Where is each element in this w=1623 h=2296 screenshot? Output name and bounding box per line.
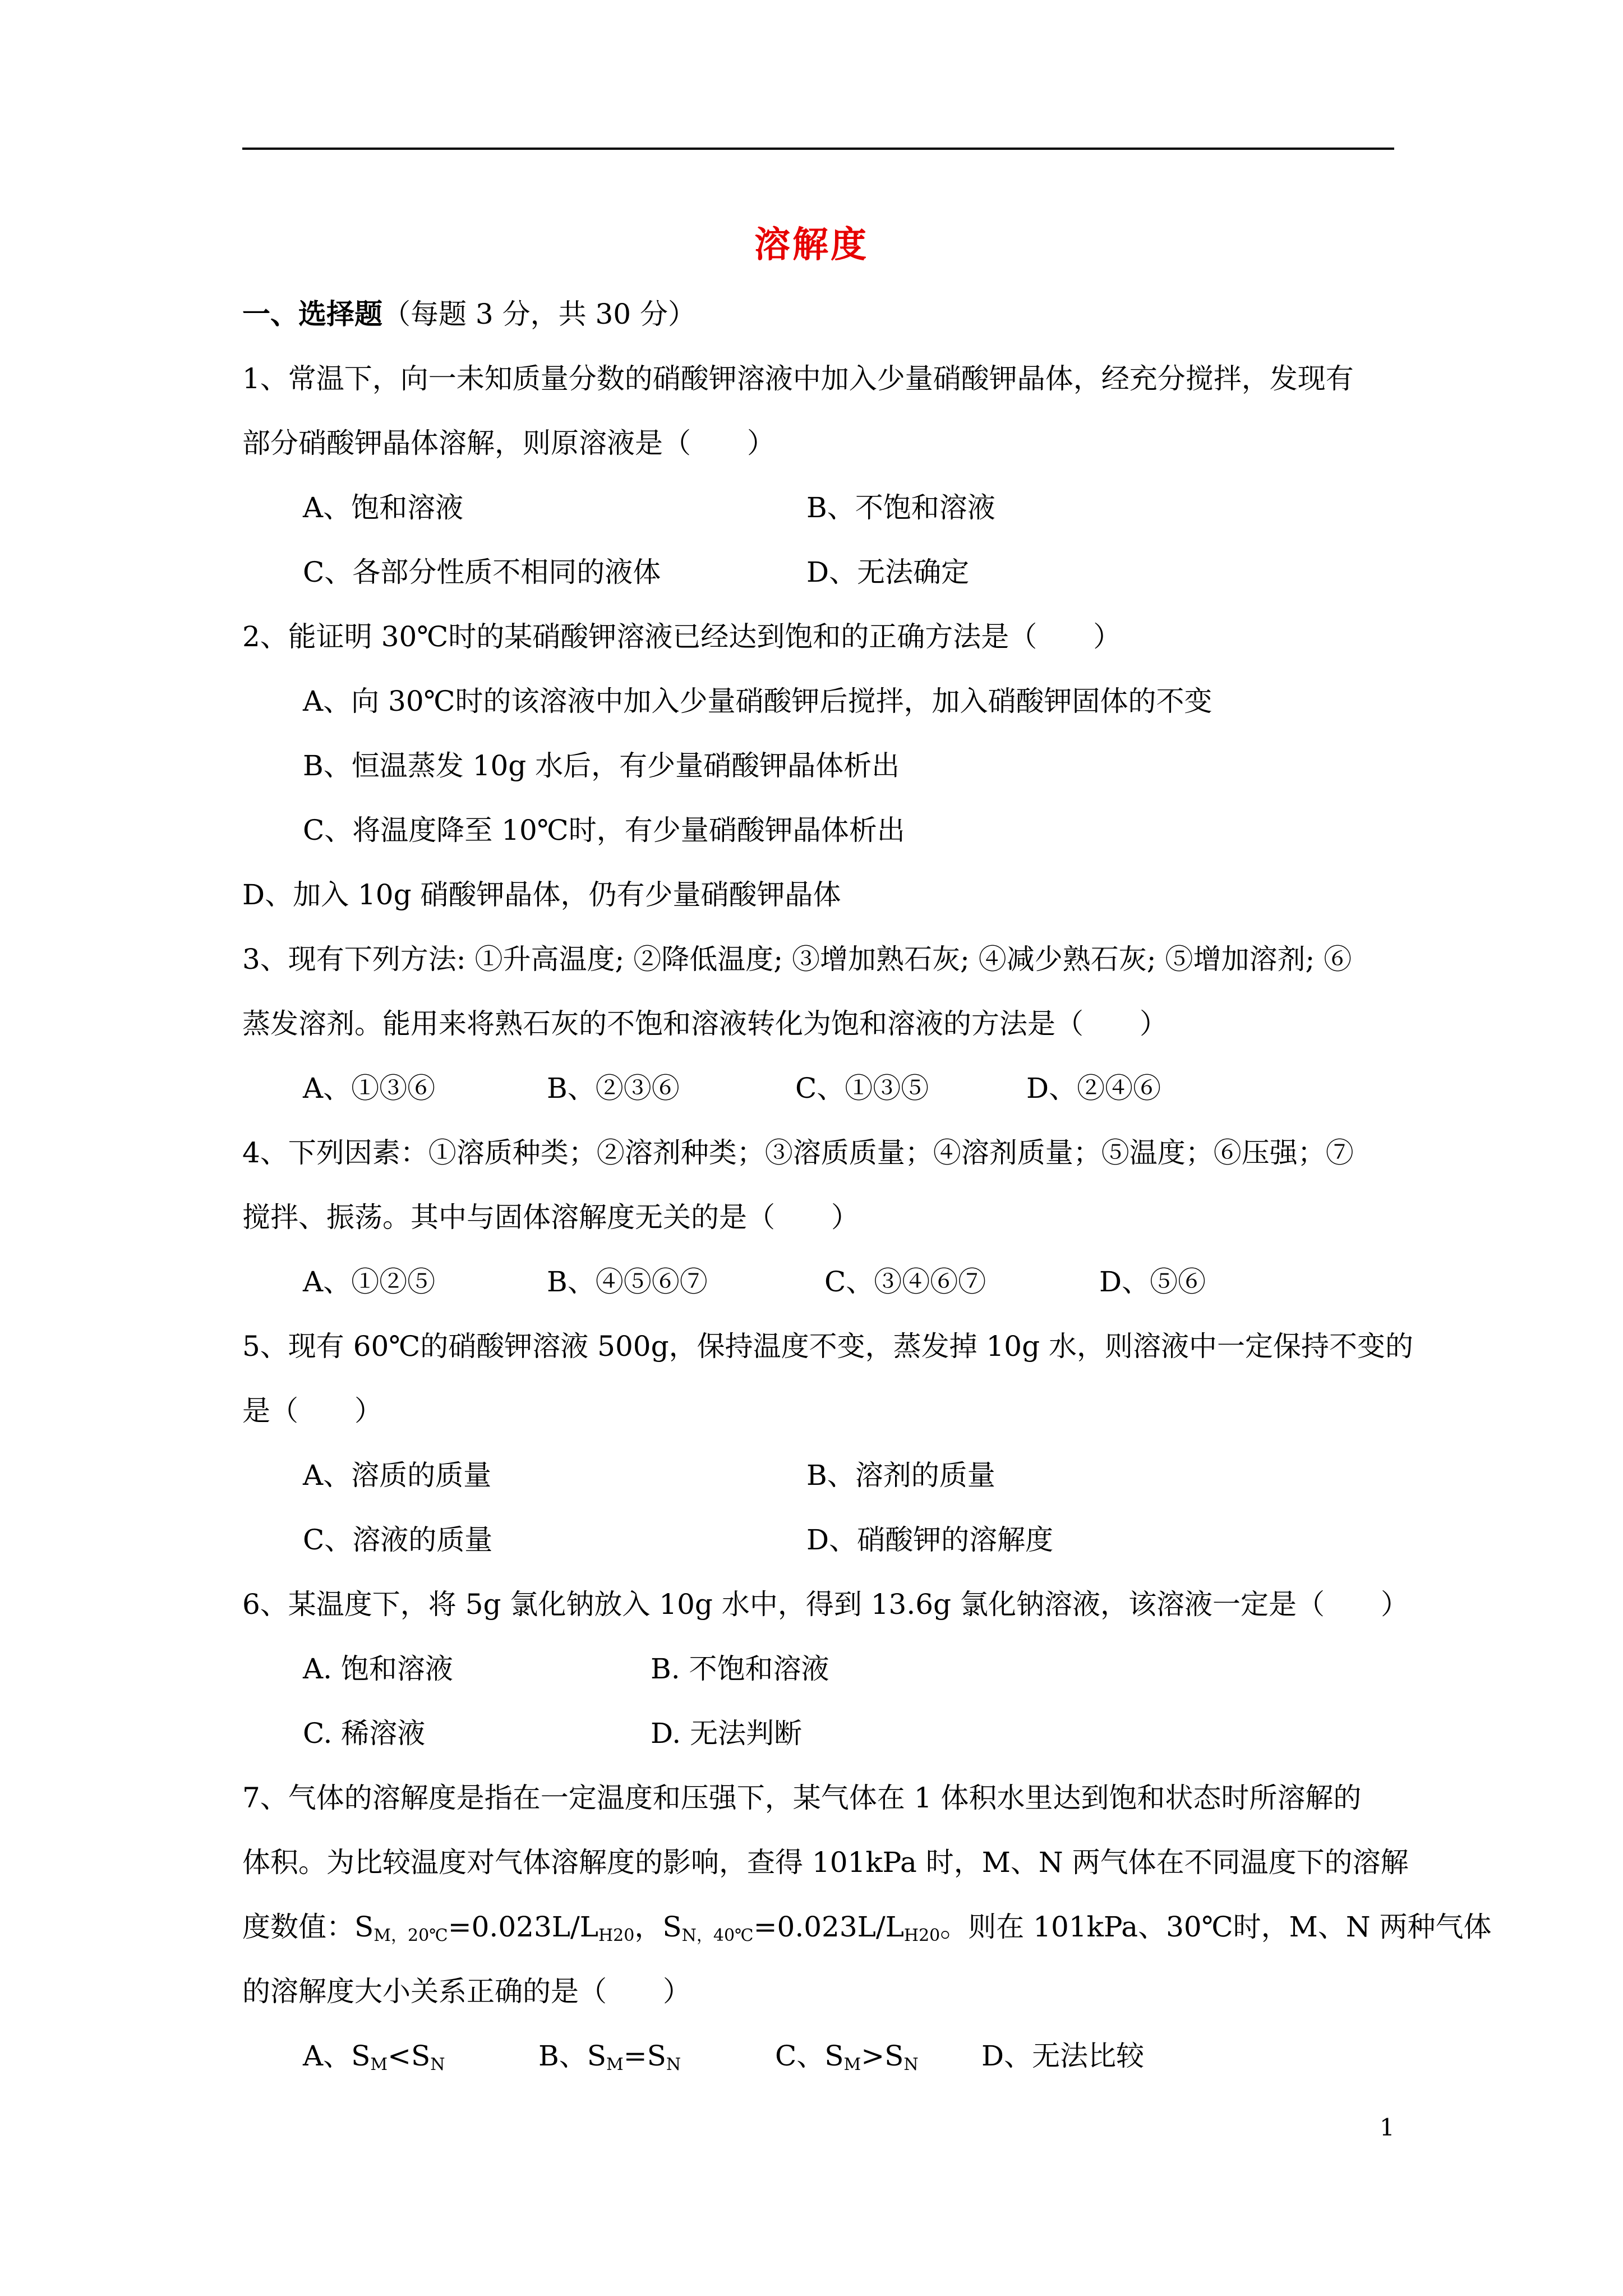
- q7-option-c: [775, 2036, 919, 2085]
- q4-line-1: 4、下列因素：①溶质种类；②溶剂种类；③溶质质量；④溶剂质量；⑤温度；⑥压强；⑦: [242, 1137, 1354, 1169]
- q4-option-d: D、⑤⑥: [1099, 1266, 1206, 1298]
- q5-line-2: 是（ ）: [242, 1395, 382, 1427]
- q7-line-4: 的溶解度大小关系正确的是（ ）: [242, 1975, 691, 2008]
- q7-option-a: [303, 2036, 445, 2085]
- q7-sub-h20-1: H20: [598, 1926, 635, 1945]
- q4-option-c: C、③④⑥⑦: [824, 1266, 986, 1298]
- q5-option-a: A、溶质的质量: [303, 1459, 492, 1492]
- page-title: 溶解度: [754, 224, 869, 266]
- q7-option-a-sub-m: M: [370, 2055, 388, 2074]
- q7-option-b: [538, 2036, 681, 2085]
- q5-option-c: C、溶液的质量: [303, 1524, 493, 1556]
- q2-option-b: B、恒温蒸发 10g 水后，有少量硝酸钾晶体析出: [303, 749, 900, 782]
- q7-option-c-relation: >S: [861, 2040, 904, 2072]
- section-note: （每题 3 分，共 30 分）: [382, 298, 697, 330]
- q3-line-2: 蒸发溶剂。能用来将熟石灰的不饱和溶液转化为饱和溶液的方法是（ ）: [242, 1007, 1168, 1040]
- q1-line-1: 1、常温下，向一未知质量分数的硝酸钾溶液中加入少量硝酸钾晶体，经充分搅拌，发现有: [242, 362, 1354, 395]
- q1-option-c: C、各部分性质不相同的液体: [303, 556, 661, 588]
- q7-line-3-part-d: =0.023L/L: [753, 1911, 904, 1943]
- q7-line-3: [242, 1907, 1491, 1955]
- q7-option-c-prefix: C、S: [775, 2040, 844, 2072]
- header-rule: [242, 148, 1394, 150]
- section-heading: [242, 295, 696, 334]
- q4-line-2: 搅拌、振荡。其中与固体溶解度无关的是（ ）: [242, 1201, 859, 1234]
- q5-line-1: 5、现有 60℃的硝酸钾溶液 500g，保持温度不变，蒸发掉 10g 水，则溶液中一定保持不变的: [242, 1330, 1414, 1363]
- q1-line-2: 部分硝酸钾晶体溶解，则原溶液是（ ）: [242, 427, 775, 459]
- q7-line-3-part-a: 度数值：S: [242, 1911, 374, 1943]
- q7-option-c-sub-n: N: [903, 2055, 919, 2074]
- q3-option-a: A、①③⑥: [303, 1072, 436, 1105]
- q1-option-a: A、饱和溶液: [303, 491, 464, 524]
- q7-option-a-sub-n: N: [430, 2055, 445, 2074]
- q7-option-c-sub-m: M: [843, 2055, 861, 2074]
- q7-line-3-part-e: 。则在 101kPa、30℃时，M、N 两种气体: [940, 1911, 1492, 1943]
- q7-sub-h20-2: H20: [903, 1926, 940, 1945]
- q7-sub-n-40: N，40℃: [681, 1926, 754, 1945]
- q6-option-c: C. 稀溶液: [303, 1717, 426, 1750]
- q6-option-b: B. 不饱和溶液: [651, 1653, 829, 1685]
- q2-option-a: A、向 30℃时的该溶液中加入少量硝酸钾后搅拌，加入硝酸钾固体的不变: [303, 685, 1212, 717]
- q7-option-b-relation: =S: [623, 2040, 666, 2072]
- q6-line-1: 6、某温度下，将 5g 氯化钠放入 10g 水中，得到 13.6g 氯化钠溶液，该溶液一定是（ ）: [242, 1588, 1409, 1621]
- q7-option-b-sub-m: M: [606, 2055, 624, 2074]
- q6-option-d: D. 无法判断: [651, 1717, 803, 1750]
- q7-line-3-part-b: =0.023L/L: [448, 1911, 599, 1943]
- q7-sub-m-20: M，20℃: [374, 1926, 448, 1945]
- q3-option-c: C、①③⑤: [795, 1072, 929, 1105]
- q7-line-2: 体积。为比较温度对气体溶解度的影响，查得 101kPa 时，M、N 两气体在不同温度下的溶解: [242, 1846, 1409, 1879]
- q4-option-a: A、①②⑤: [303, 1266, 436, 1298]
- q3-option-b: B、②③⑥: [547, 1072, 680, 1105]
- q6-option-a: A. 饱和溶液: [303, 1653, 453, 1685]
- q7-option-a-prefix: A、S: [303, 2040, 371, 2072]
- q3-option-d: D、②④⑥: [1026, 1072, 1161, 1105]
- q5-option-d: D、硝酸钾的溶解度: [806, 1524, 1054, 1556]
- q2-option-d: D、加入 10g 硝酸钾晶体，仍有少量硝酸钾晶体: [242, 878, 841, 911]
- q7-line-1: 7、气体的溶解度是指在一定温度和压强下，某气体在 1 体积水里达到饱和状态时所溶解的: [242, 1782, 1362, 1814]
- q7-option-a-relation: <S: [388, 2040, 431, 2072]
- q7-option-d: D、无法比较: [981, 2040, 1145, 2072]
- q7-option-b-prefix: B、S: [538, 2040, 606, 2072]
- section-heading-label: 一、选择题: [242, 297, 382, 330]
- q3-line-1: 3、现有下列方法: ①升高温度; ②降低温度; ③增加熟石灰; ④减少熟石灰; ⑤增加溶剂; ⑥: [242, 943, 1352, 976]
- q5-option-b: B、溶剂的质量: [806, 1459, 995, 1492]
- q2-line-1: 2、能证明 30℃时的某硝酸钾溶液已经达到饱和的正确方法是（ ）: [242, 620, 1122, 653]
- q1-option-d: D、无法确定: [806, 556, 970, 588]
- q1-option-b: B、不饱和溶液: [806, 491, 995, 524]
- q7-line-3-part-c: ，S: [634, 1911, 682, 1943]
- q4-option-b: B、④⑤⑥⑦: [547, 1266, 708, 1298]
- q2-option-c: C、将温度降至 10℃时，有少量硝酸钾晶体析出: [303, 814, 905, 846]
- q7-option-b-sub-n: N: [666, 2055, 681, 2074]
- page-number: 1: [1380, 2114, 1395, 2141]
